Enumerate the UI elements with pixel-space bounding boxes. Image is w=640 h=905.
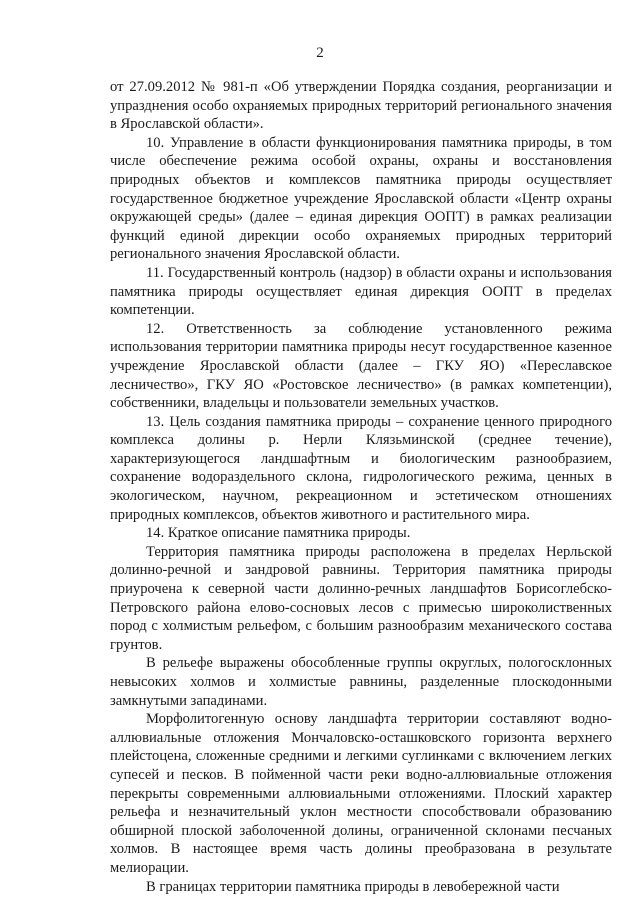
paragraph-territory-location: Территория памятника природы расположена в пределах Нерльской долинно-речной и зандровой равнины. Территория памятника природы приурочена к северной части долинно-речных ландшафтов Борисоглебско-Петровского района елово-сосновых лесов с примесью широколиственных пород с холмистым рельефом, с большим разнообразим механического состава грунтов. [110, 543, 612, 653]
paragraph-morpholithogenic-basis: Морфолитогенную основу ландшафта территории составляют водно-аллювиальные отложения Мончаловско-осташковского горизонта верхнего плейстоцена, сложенные средними и легкими суглинками с включением легких супесей и песков. В пойменной части реки водно-аллювиальные отложения перекрыты современными аллювиальными отложениями. Плоский характер рельефа и незначительный уклон местности способствовали образованию обширной плоской заболоченной долины, ограниченной склонами песчаных холмов. В настоящее время часть долины преобразована в результате мелиорации. [110, 711, 612, 876]
paragraph-12-responsibility: 12. Ответственность за соблюдение установленного режима использования территории памятника природы несут государственное казенное учреждение Ярославской области (далее – ГКУ ЯО) «Переславское лесничество», ГКУ ЯО «Ростовское лесничество» (в рамках компетенции), собственники, владельцы и пользователи земельных участков. [110, 320, 612, 412]
paragraph-13-purpose: 13. Цель создания памятника природы – сохранение ценного природного комплекса долины р. Нерли Клязьминской (среднее течение), характеризующегося ландшафтным и биологическим разнообразием, сохранение водораздельного склона, гидрологического режима, ценных в экологическом, научном, рекреационном и эстетическом отношениях природных комплексов, объектов животного и растительного мира. [110, 413, 612, 523]
paragraph-11-control: 11. Государственный контроль (надзор) в области охраны и использования памятника природы осуществляет единая дирекция ООПТ в пределах компетенции. [110, 264, 612, 319]
paragraph-continuation: от 27.09.2012 № 981-п «Об утверждении Порядка создания, реорганизации и упразднения особо охраняемых природных территорий регионального значения в Ярославской области». [110, 79, 612, 133]
paragraph-relief: В рельефе выражены обособленные группы округлых, пологосклонных невысоких холмов и холмистые равнины, разделенные плоскодонными замкнутыми западинами. [110, 655, 612, 709]
document-body [110, 78, 612, 896]
paragraph-10-management: 10. Управление в области функционирования памятника природы, в том числе обеспечение режима особой охраны, охраны и восстановления природных объектов и комплексов памятника природы осуществляет государственное бюджетное учреждение Ярославской области «Центр охраны окружающей среды» (далее – единая дирекция ООПТ) в рамках реализации функций единой дирекции особо охраняемых природных территорий регионального значения Ярославской области. [110, 134, 612, 263]
paragraph-14-description-heading: 14. Краткое описание памятника природы. [146, 525, 411, 542]
paragraph-left-bank: В границах территории памятника природы в левобережной части [146, 878, 560, 895]
page-number: 2 [316, 45, 324, 61]
